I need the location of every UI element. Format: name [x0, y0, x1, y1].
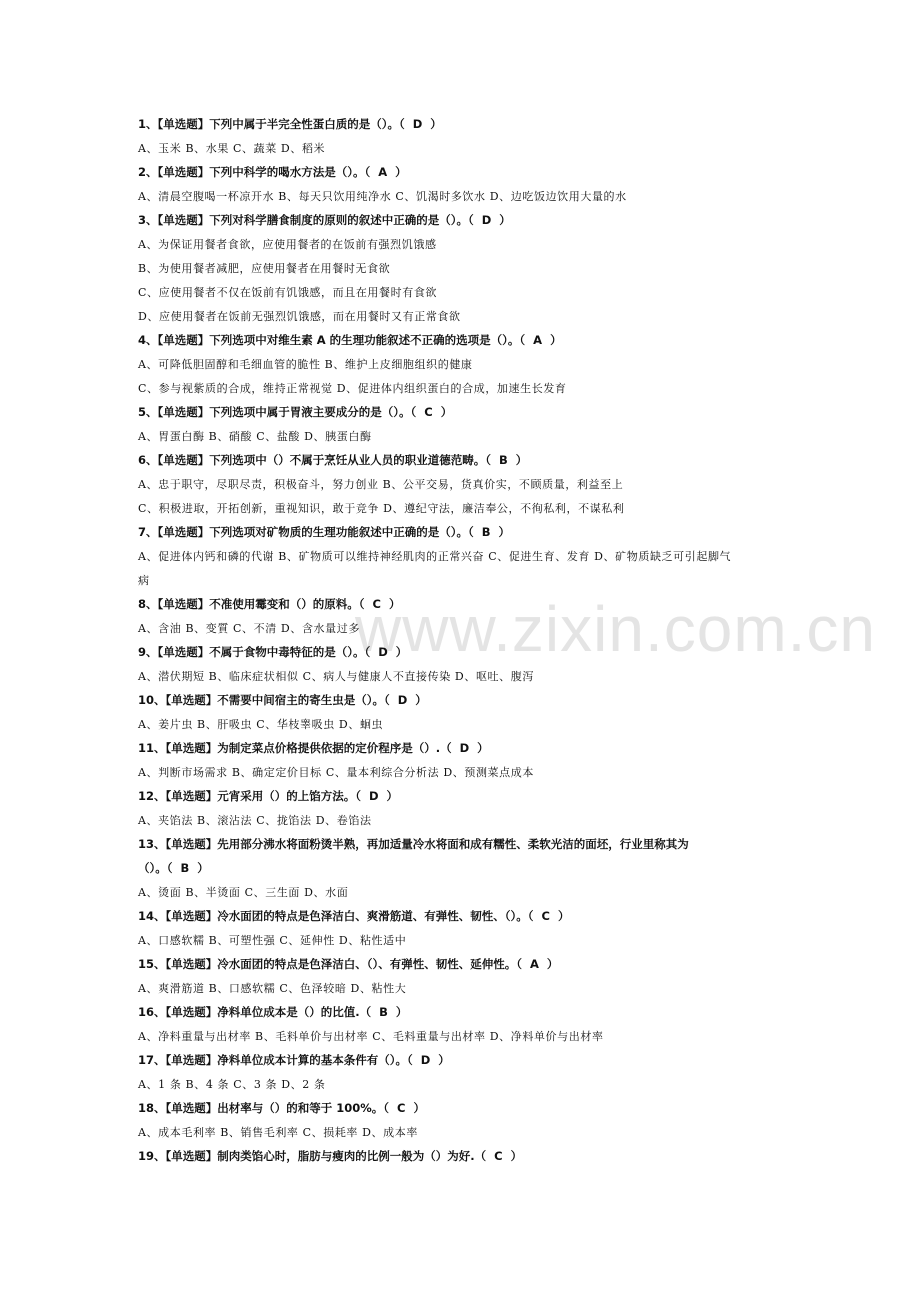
option-text: A、胃蛋白酶 B、硝酸 C、盐酸 D、胰蛋白酶: [138, 430, 372, 443]
option-text: B、为使用餐者减肥，应使用餐者在用餐时无食欲: [138, 262, 391, 275]
option-text: A、清晨空腹喝一杯凉开水 B、每天只饮用纯净水 C、饥渴时多饮水 D、边吃饭边饮用大量的水: [138, 190, 627, 203]
question-list: [138, 114, 798, 1170]
option-text: C、积极进取，开拓创新，重视知识，敢于竞争 D、遵纪守法，廉洁奉公，不徇私利，不谋私利: [138, 502, 625, 515]
question-text: 18、【单选题】出材率与（）的和等于 100%。（ C ）: [138, 1101, 425, 1115]
option-text: A、成本毛利率 B、销售毛利率 C、损耗率 D、成本率: [138, 1126, 418, 1139]
question-text: 6、【单选题】下列选项中（）不属于烹饪从业人员的职业道德范畴。（ B ）: [138, 453, 528, 467]
question-text: 13、【单选题】先用部分沸水将面粉烫半熟，再加适量冷水将面和成有糯性、柔软光洁的面坯，行业里称其为: [138, 837, 689, 851]
question-text: 8、【单选题】不准使用霉变和（）的原料。（ C ）: [138, 597, 401, 611]
option-text: A、玉米 B、水果 C、蔬菜 D、稻米: [138, 142, 326, 155]
option-text: C、参与视紫质的合成，维持正常视觉 D、促进体内组织蛋白的合成，加速生长发育: [138, 382, 567, 395]
option-text: A、为保证用餐者食欲，应使用餐者的在饭前有强烈饥饿感: [138, 238, 437, 251]
question-text: 16、【单选题】净料单位成本是（）的比值.（ B ）: [138, 1005, 408, 1019]
option-text: A、可降低胆固醇和毛细血管的脆性 B、维护上皮细胞组织的健康: [138, 358, 473, 371]
question-text: （）。（ B ）: [138, 861, 209, 875]
question-text: 2、【单选题】下列中科学的喝水方法是（）。（ A ）: [138, 165, 407, 179]
question-text: 7、【单选题】下列选项对矿物质的生理功能叙述中正确的是（）。（ B ）: [138, 525, 511, 539]
question-text: 14、【单选题】冷水面团的特点是色泽洁白、爽滑筋道、有弹性、韧性、（）。（ C ）: [138, 909, 570, 923]
question-text: 12、【单选题】元宵采用（）的上馅方法。（ D ）: [138, 789, 399, 803]
option-text: A、烫面 B、半烫面 C、三生面 D、水面: [138, 886, 349, 899]
question-text: 11、【单选题】为制定菜点价格提供依据的定价程序是（）.（ D ）: [138, 741, 489, 755]
option-text: D、应使用餐者在饭前无强烈饥饿感，而在用餐时又有正常食欲: [138, 310, 461, 323]
option-text: A、爽滑筋道 B、口感软糯 C、色泽较暗 D、粘性大: [138, 982, 407, 995]
option-text: A、净料重量与出材率 B、毛料单价与出材率 C、毛料重量与出材率 D、净料单价与出材率: [138, 1030, 604, 1043]
question-text: 19、【单选题】制肉类馅心时，脂肪与瘦肉的比例一般为（）为好.（ C ）: [138, 1149, 523, 1163]
option-text: 病: [138, 574, 150, 587]
option-text: A、含油 B、变質 C、不清 D、含水量过多: [138, 622, 360, 635]
option-text: A、促进体内钙和磷的代谢 B、矿物质可以维持神经肌肉的正常兴奋 C、促进生育、发育 D、矿物质缺乏可引起脚气: [138, 550, 732, 563]
question-text: 5、【单选题】下列选项中属于胃液主要成分的是（）。（ C ）: [138, 405, 453, 419]
question-text: 15、【单选题】冷水面团的特点是色泽洁白、（）、有弹性、韧性、延伸性。（ A ）: [138, 957, 559, 971]
question-text: 4、【单选题】下列选项中对维生素 A 的生理功能叙述不正确的选项是（）。（ A ）: [138, 333, 562, 347]
question-text: 17、【单选题】净料单位成本计算的基本条件有（）。（ D ）: [138, 1053, 450, 1067]
question-text: 10、【单选题】不需要中间宿主的寄生虫是（）。（ D ）: [138, 693, 427, 707]
watermark: www.zixin.com.cn: [355, 593, 876, 665]
option-text: A、判断市场需求 B、确定定价目标 C、量本利综合分析法 D、预测菜点成本: [138, 766, 534, 779]
option-text: A、忠于职守，尽职尽责，积极奋斗，努力创业 B、公平交易，货真价实，不顾质量，利益至上: [138, 478, 624, 491]
option-text: A、口感软糯 B、可塑性强 C、延伸性 D、粘性适中: [138, 934, 407, 947]
option-text: A、姜片虫 B、肝吸虫 C、华枝睾吸虫 D、蛔虫: [138, 718, 384, 731]
option-text: C、应使用餐者不仅在饭前有饥饿感，而且在用餐时有食欲: [138, 286, 438, 299]
option-text: A、1 条 B、4 条 C、3 条 D、2 条: [138, 1078, 326, 1091]
question-text: 9、【单选题】不属于食物中毒特征的是（）。（ D ）: [138, 645, 408, 659]
question-text: 3、【单选题】下列对科学膳食制度的原则的叙述中正确的是（）。（ D ）: [138, 213, 511, 227]
question-text: 1、【单选题】下列中属于半完全性蛋白质的是（）。（ D ）: [138, 117, 442, 131]
option-text: A、潜伏期短 B、临床症状相似 C、病人与健康人不直接传染 D、呕吐、腹泻: [138, 670, 534, 683]
option-text: A、夹馅法 B、滚沾法 C、拢馅法 D、卷馅法: [138, 814, 372, 827]
